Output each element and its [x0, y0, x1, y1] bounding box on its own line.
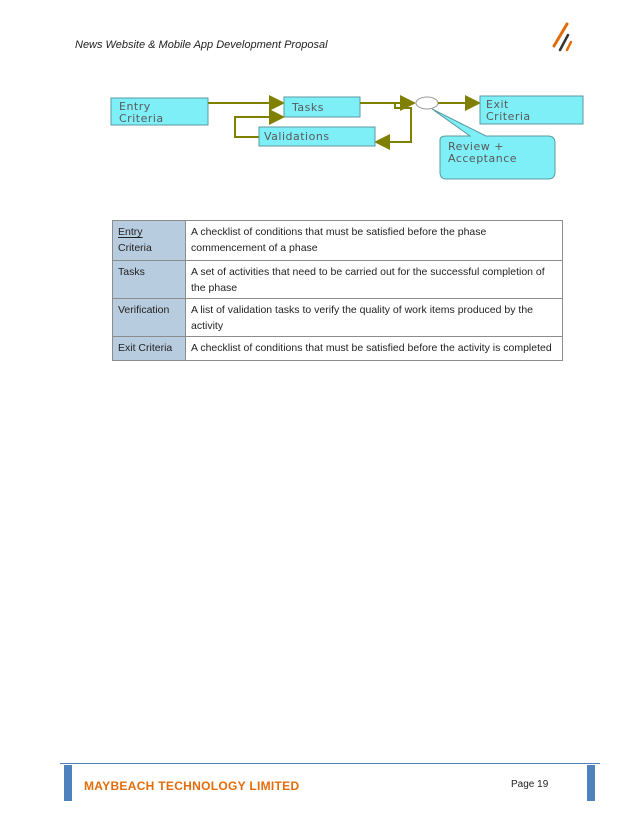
review-node [416, 97, 438, 109]
process-flow-diagram [0, 0, 638, 200]
definition-text: A checklist of conditions that must be satisfied before the activity is completed [191, 342, 552, 354]
definition-cell [186, 299, 563, 337]
entry-criteria-box [111, 98, 208, 125]
table-row [113, 261, 563, 299]
definition-cell [186, 221, 563, 261]
definition-text: A list of validation tasks to verify the quality of work items produced by the [191, 304, 533, 316]
tasks-label: Tasks [292, 101, 324, 114]
validations-label: Validations [264, 130, 330, 143]
validations-box [259, 127, 375, 146]
term-text: Tasks [118, 266, 145, 278]
footer-page-number: Page 19 [511, 779, 549, 790]
review-acceptance-label-line1: Review + [448, 140, 504, 153]
footer-company-name: MAYBEACH TECHNOLOGY LIMITED [84, 779, 300, 793]
term-text: Verification [118, 304, 170, 316]
footer-divider [60, 763, 600, 764]
table-row [113, 299, 563, 337]
exit-criteria-label-line1: Exit [486, 98, 509, 111]
validation-loop-right [376, 103, 411, 142]
table-row [113, 337, 563, 361]
term-cell-exit-criteria [113, 337, 186, 361]
definition-text: A set of activities that need to be carried out for the successful completion of [191, 266, 545, 278]
exit-criteria-box [480, 96, 583, 124]
document-header-title: News Website & Mobile App Development Proposal [75, 39, 328, 51]
term-text: Criteria [118, 242, 152, 254]
term-cell-entry [113, 221, 186, 261]
table-row [113, 221, 563, 261]
entry-criteria-label-line1: Entry [119, 100, 151, 113]
tasks-box [284, 97, 360, 117]
definition-text: A checklist of conditions that must be satisfied before the phase [191, 226, 487, 238]
footer-right-bar [587, 765, 595, 801]
term-text: Entry [118, 226, 143, 238]
definition-cell [186, 337, 563, 361]
definition-cell [186, 261, 563, 299]
definition-text: the phase [191, 282, 238, 294]
exit-criteria-label-line2: Criteria [486, 110, 531, 123]
term-cell-tasks [113, 261, 186, 299]
term-text: Exit Criteria [118, 342, 173, 354]
definition-text: commencement of a phase [191, 242, 318, 254]
entry-criteria-label-line2: Criteria [119, 112, 164, 125]
footer-left-bar [64, 765, 72, 801]
review-acceptance-label-line2: Acceptance [448, 152, 518, 165]
phase-criteria-table [112, 220, 563, 361]
definition-text: activity [191, 320, 224, 332]
term-cell-verification [113, 299, 186, 337]
